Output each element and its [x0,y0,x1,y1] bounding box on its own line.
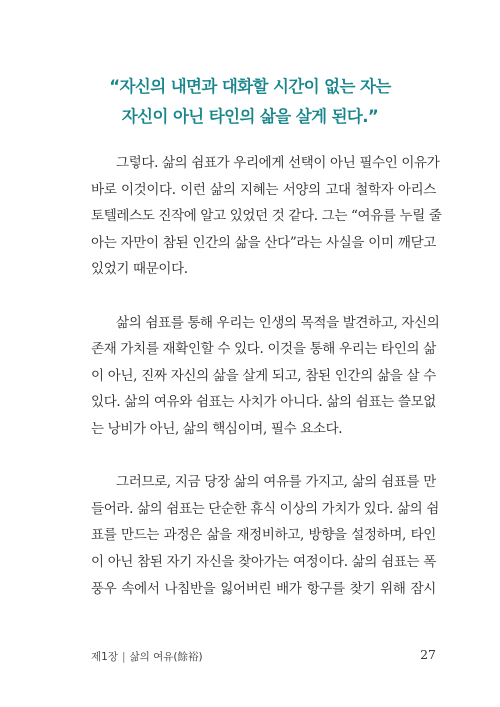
chapter-title: 삶의 여유(餘裕) [129,651,203,663]
paragraph [91,310,440,443]
text-line: 이 아닌 참된 자기 자신을 찾아가는 여정이다. 삶의 쉼표는 폭 [91,553,436,570]
text-line: 그렇다. 삶의 쉼표가 우리에게 선택이 아닌 필수인 이유가 [116,155,440,171]
text-line: 그러므로, 지금 당장 삶의 여유를 가지고, 삶의 쉼표를 만 [116,474,436,491]
paragraph [91,150,442,283]
text-line: 있었기 때문이다. [91,261,188,278]
text-line: 들어라. 삶의 쉼표는 단순한 휴식 이상의 가치가 있다. 삶의 쉼 [91,500,439,517]
text-line: 있다. 삶의 여유와 쉼표는 사치가 아니다. 삶의 쉼표는 쓸모없 [91,394,436,411]
page-footer [91,649,436,664]
text-line: 존재 가치를 재확인할 수 있다. 이것을 통해 우리는 타인의 삶 [91,341,436,358]
text-line: 는 낭비가 아닌, 삶의 핵심이며, 필수 요소다. [91,420,343,437]
running-footer [91,649,203,664]
paragraph [91,469,439,602]
pull-quote-line: 자신이 아닌 타인의 삶을 살게 된다.” [121,107,379,126]
text-line: 표를 만드는 과정은 삶을 재정비하고, 방향을 설정하며, 타인 [91,527,436,544]
page-number: 27 [420,647,436,662]
text-line: 아는 자만이 참된 인간의 삶을 산다”라는 사실을 이미 깨닫고 [91,234,436,251]
pull-quote [0,72,500,132]
body-text [91,150,442,629]
text-line: 토텔레스도 진작에 알고 있었던 것 같다. 그는 “여유를 누릴 줄 [91,208,442,225]
pull-quote-line: “자신의 내면과 대화할 시간이 없는 자는 [109,77,391,96]
footer-separator: | [121,651,126,663]
text-line: 풍우 속에서 나침반을 잃어버린 배가 항구를 찾기 위해 잠시 [91,580,436,597]
text-line: 삶의 쉼표를 통해 우리는 인생의 목적을 발견하고, 자신의 [116,314,440,331]
text-line: 이 아닌, 진짜 자신의 삶을 살게 되고, 참된 인간의 삶을 살 수 [91,367,436,384]
chapter-label: 제1장 [91,651,118,663]
text-line: 바로 이것이다. 이런 삶의 지혜는 서양의 고대 철학자 아리스 [91,181,436,198]
